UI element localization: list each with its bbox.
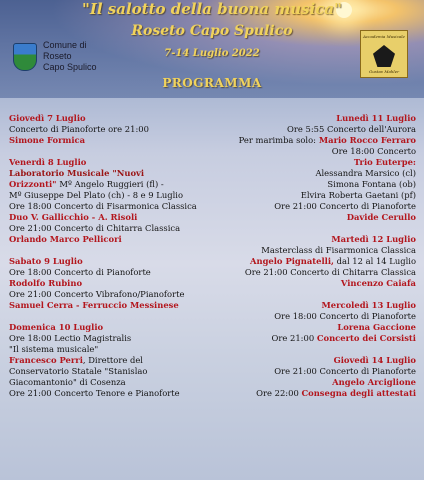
program-line: Duo V. Gallicchio - A. Risoli [9, 212, 138, 222]
program-line: Ore 18:00 Concerto di Fisarmonica Classica [9, 201, 197, 211]
program-line: Ore 21:00 Concerto di Chitarra Classica [244, 267, 416, 277]
program-line: Venerdì 8 Luglio [9, 157, 87, 167]
program-line: Francesco Perri, Direttore del [9, 355, 143, 365]
program-line: Mº Giuseppe Del Plato (ch) - 8 e 9 Luglio [9, 190, 184, 200]
program-line: Alessandra Marsico (cl) [315, 168, 416, 178]
program-line: Simona Fontana (ob) [327, 179, 416, 189]
program-line: Ore 21:00 Concerto di Pianoforte [274, 366, 416, 376]
program-line: Concerto di Pianoforte ore 21:00 [9, 124, 149, 134]
event-title: "Il salotto della buona musica" [82, 0, 342, 18]
program-line: Ore 22:00 Consegna degli attestati [256, 388, 416, 398]
program-line: Ore 21:00 Concerto Tenore e Pianoforte [9, 388, 180, 398]
program-line: Orlando Marco Pellicori [9, 234, 122, 244]
program-line [200, 344, 416, 355]
event-dates: 7-14 Luglio 2022 [164, 48, 260, 59]
poster-header [0, 0, 424, 98]
program-line [9, 311, 209, 322]
program-heading: PROGRAMMA [162, 76, 262, 90]
comune-name: Comune di Roseto Capo Spulico [43, 40, 97, 72]
program-line: Lunedì 11 Luglio [336, 113, 416, 123]
program-line: Masterclass di Fisarmonica Classica [261, 245, 416, 255]
program-line: Ore 18:00 Concerto [331, 146, 416, 156]
program-line: Conservatorio Statale "Stanislao [9, 366, 148, 376]
program-line: Ore 21:00 Concerto Vibrafono/Pianoforte [9, 289, 185, 299]
program-line: Trio Euterpe: [353, 157, 416, 167]
program-line: Laboratorio Musicale "Nuovi [9, 168, 145, 178]
program-line: Simone Formica [9, 135, 86, 145]
program-line: Mercoledì 13 Luglio [321, 300, 416, 310]
program-line: Domenica 10 Luglio [9, 322, 104, 332]
program-line: Giovedì 14 Luglio [333, 355, 416, 365]
program-line: Ore 21:00 Concerto di Chitarra Classica [9, 223, 181, 233]
event-location: Roseto Capo Spulico [131, 23, 293, 39]
academy-logo: Accademia Musicale Gustav Mahler [360, 30, 408, 78]
program-line: Ore 18:00 Concerto di Pianoforte [9, 267, 151, 277]
program-line: Giovedì 7 Luglio [9, 113, 86, 123]
program-line: Samuel Cerra - Ferruccio Messinese [9, 300, 179, 310]
program-line [9, 146, 209, 157]
program-line: Ore 5:55 Concerto dell'Aurora [287, 124, 416, 134]
comune-logo [13, 40, 97, 73]
program-line: Ore 18:00 Lectio Magistralis [9, 333, 132, 343]
program-left-column [9, 113, 209, 399]
program-line: Giacomantonio" di Cosenza [9, 377, 126, 387]
program-line [200, 289, 416, 300]
program-line: Rodolfo Rubino [9, 278, 83, 288]
program-line [200, 223, 416, 234]
program-line: Martedì 12 Luglio [331, 234, 416, 244]
program-line: Orizzonti" Mº Angelo Ruggieri (fl) - [9, 179, 164, 189]
program-line: Per marimba solo: Mario Rocco Ferraro [238, 135, 416, 145]
program-line: Sabato 9 Luglio [9, 256, 83, 266]
program-line: "Il sistema musicale" [9, 344, 99, 354]
program-line: Ore 21:00 Concerto di Pianoforte [274, 201, 416, 211]
program-line: Ore 21:00 Concerto dei Corsisti [271, 333, 416, 343]
program-line: Angelo Arciglione [332, 377, 416, 387]
program-right-column [200, 113, 416, 399]
program-line: Vincenzo Caiafa [340, 278, 416, 288]
program-line: Ore 18:00 Concerto di Pianoforte [274, 311, 416, 321]
program-line [9, 245, 209, 256]
program-line: Elvira Roberta Gaetani (pf) [300, 190, 416, 200]
program-line: Lorena Gaccione [337, 322, 416, 332]
academy-emblem-icon [373, 45, 395, 67]
program-line: Angelo Pignatelli, dal 12 al 14 Luglio [249, 256, 416, 266]
coat-of-arms-icon [13, 43, 37, 71]
program-line: Davide Cerullo [346, 212, 416, 222]
